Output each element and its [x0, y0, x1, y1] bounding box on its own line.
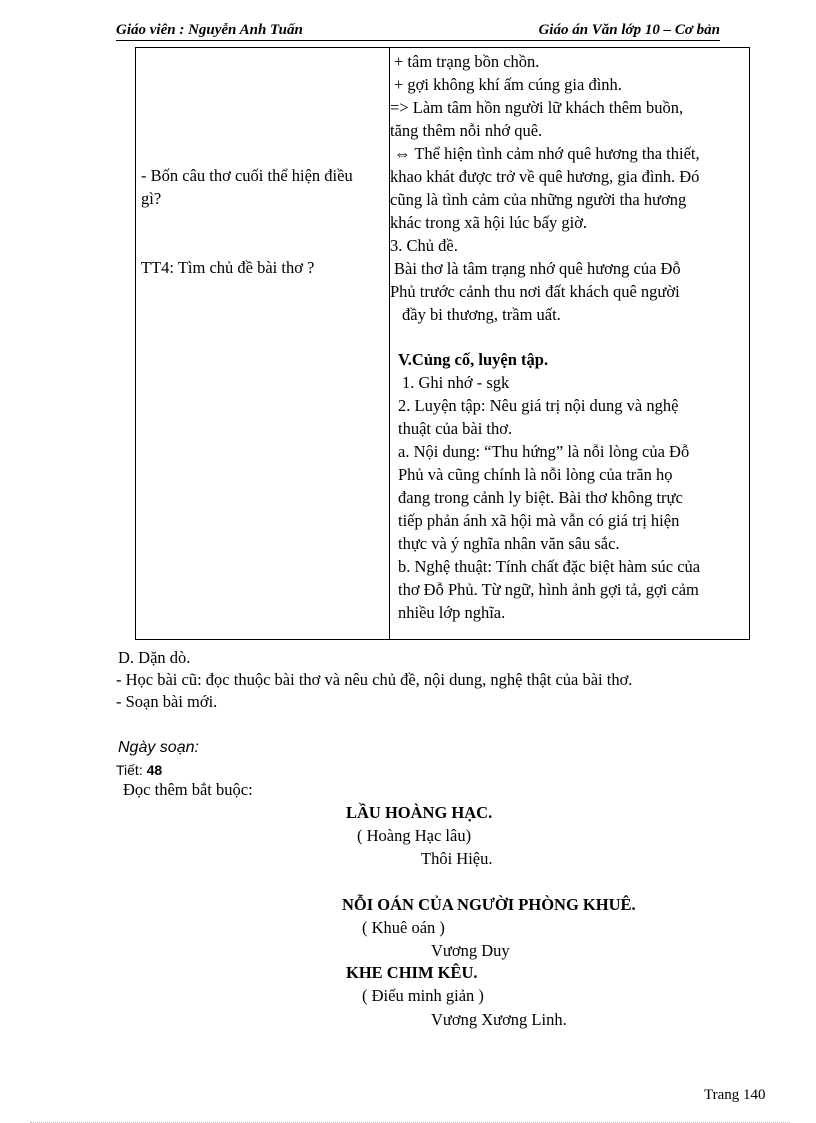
tiet-number: 48: [146, 762, 163, 778]
right-cell-line: 1. Ghi nhớ - sgk: [402, 373, 510, 392]
lesson-table: [135, 47, 750, 640]
right-cell-line: đầy bi thương, trầm uất.: [402, 305, 561, 324]
ngay-soan: Ngày soạn:: [118, 739, 199, 756]
tiet-line: [116, 760, 162, 780]
right-cell-line: tăng thêm nỗi nhớ quê.: [390, 121, 543, 140]
poem-subtitle: ( Điểu minh giản ): [362, 986, 484, 1005]
right-cell-line: tiếp phản ánh xã hội mà vẫn có giá trị hiện: [398, 511, 680, 530]
right-cell-line: a. Nội dung: “Thu hứng” là nỗi lòng của Đỗ: [398, 442, 690, 461]
dan-do-title: D. Dặn dò.: [118, 648, 191, 667]
right-cell-line: thực và ý nghĩa nhân văn sâu sắc.: [398, 534, 620, 553]
poem-subtitle: ( Khuê oán ): [362, 918, 445, 937]
right-cell-line: + gợi không khí ấm cúng gia đình.: [394, 75, 622, 94]
right-cell-line: b. Nghệ thuật: Tính chất đặc biệt hàm súc của: [398, 557, 701, 576]
left-cell-tt4: TT4: Tìm chủ đề bài thơ ?: [141, 258, 315, 277]
dan-do-item: - Học bài cũ: đọc thuộc bài thơ và nêu chủ đề, nội dung, nghệ thật của bài thơ.: [116, 670, 633, 689]
right-cell-line: Bài thơ là tâm trạng nhớ quê hương của Đỗ: [394, 259, 681, 278]
poem-title: LẦU HOÀNG HẠC.: [346, 803, 493, 822]
poem-subtitle: ( Hoàng Hạc lâu): [357, 826, 472, 845]
right-cell-line: khao khát được trở về quê hương, gia đình. Đó: [390, 167, 700, 186]
page-header: [116, 20, 720, 41]
right-cell-line: => Làm tâm hồn người lữ khách thêm buồn,: [390, 98, 684, 117]
right-cell-line: khác trong xã hội lúc bấy giờ.: [390, 213, 588, 232]
right-cell-line: Phủ trước cảnh thu nơi đất khách quê người: [390, 282, 680, 301]
poem-title: KHE CHIM KÊU.: [346, 963, 478, 982]
right-cell-line: + tâm trạng bồn chồn.: [394, 52, 540, 71]
poem-author: Vương Duy: [431, 941, 510, 960]
doc-them-heading: Đọc thêm bắt buộc:: [123, 780, 253, 799]
page-number: Trang 140: [704, 1087, 766, 1103]
poem-title: NỖI OÁN CỦA NGƯỜI PHÒNG KHUÊ.: [342, 895, 636, 914]
dan-do-item: - Soạn bài mới.: [116, 692, 218, 711]
right-cell-line: thuật của bài thơ.: [398, 419, 513, 438]
right-cell-line: thơ Đỗ Phủ. Từ ngữ, hình ảnh gợi tả, gợi cảm: [398, 580, 699, 599]
tiet-label: Tiết:: [116, 762, 143, 778]
section-v-heading: V.Củng cố, luyện tập.: [398, 350, 549, 369]
left-cell-question-line2: gì?: [141, 189, 162, 208]
right-cell-line: Phủ và cũng chính là nỗi lòng của trăn họ: [398, 465, 673, 484]
right-cell-line: ⇔ Thể hiện tình cảm nhớ quê hương tha thiết,: [394, 144, 700, 163]
subject-title: Giáo án Văn lớp 10 – Cơ bản: [538, 22, 720, 38]
right-cell-line: 3. Chủ đề.: [390, 236, 458, 255]
right-cell-line: 2. Luyện tập: Nêu giá trị nội dung và nghệ: [398, 396, 679, 415]
poem-author: Vương Xương Linh.: [431, 1010, 567, 1029]
left-cell-question-line1: - Bốn câu thơ cuối thể hiện điều: [141, 166, 353, 185]
poem-author: Thôi Hiệu.: [421, 849, 493, 868]
teacher-name: Giáo viên : Nguyễn Anh Tuấn: [116, 22, 303, 38]
right-cell-line: nhiều lớp nghĩa.: [398, 603, 506, 622]
right-cell-line: cũng là tình cảm của những người tha hương: [390, 190, 687, 209]
right-cell-line: đang trong cảnh ly biệt. Bài thơ không trực: [398, 488, 683, 507]
